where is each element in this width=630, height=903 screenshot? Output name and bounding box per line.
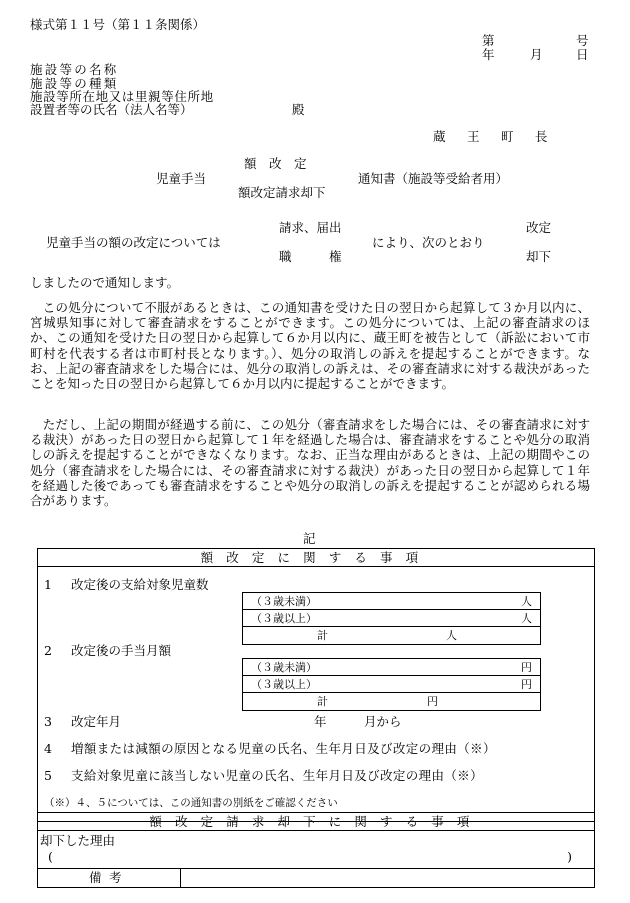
title-prefix: 児童手当 <box>156 171 207 186</box>
addressee-honorific: 殿 <box>292 102 305 117</box>
appeal-paragraph-2: ただし、上記の期間が経過する前に、この処分（審査請求をした場合には、その審査請求に対する裁決）があった日の翌日から起算して１年を経過した場合は、審査請求をすることや処分の取消しの訴えを提起することができなくなります。なお、正当な理由があるときは、上記の期間やこの処分（審査請求をした場合には、その審査請求に対する裁決）があった日の翌日から起算して１年を経過した後であっても審査請求をすることや処分の取消しの訴えを提起することが認められる場合があります。 <box>30 417 590 509</box>
number-go: 号 <box>576 33 589 48</box>
intro-option-revise: 改定 <box>526 220 552 235</box>
item3-no: 3 <box>44 714 52 729</box>
unit-yen: 円 <box>427 695 438 708</box>
rejection-reason-row <box>38 831 594 869</box>
rejection-details-header: 額改定請求却下に関する事項 <box>38 813 594 831</box>
item5-label: 支給対象児童に該当しない児童の氏名、生年月日及び改定の理由（※） <box>71 768 484 783</box>
item1-no: 1 <box>44 577 52 592</box>
total-label: 計 <box>317 629 328 642</box>
addressee-address: 施設等所在地又は里親等住所地 <box>30 89 214 104</box>
amount-total <box>243 693 540 710</box>
addressee-facility-type: 施設等の種類 <box>30 76 119 91</box>
rejection-reason-label: 却下した理由 <box>40 833 116 848</box>
intro-lead: 児童手当の額の改定については <box>46 235 221 250</box>
title-option-rejection: 額改定請求却下 <box>238 185 326 200</box>
item3-label: 改定年月 <box>71 714 122 729</box>
form-number: 様式第１１号（第１１条関係） <box>30 17 206 32</box>
under3-label: （３歳未満） <box>251 595 317 608</box>
child-count-over3 <box>243 610 540 627</box>
intro-option-authority: 職 権 <box>279 249 342 264</box>
addressee-facility-name: 施設等の名称 <box>30 62 119 77</box>
ki-label: 記 <box>303 531 316 546</box>
item1-label: 改定後の支給対象児童数 <box>71 577 209 592</box>
item2-no: 2 <box>44 643 52 658</box>
item4-no: 4 <box>44 741 52 756</box>
amount-over3 <box>243 676 540 693</box>
rejection-details-table <box>37 812 595 888</box>
intro-option-request: 請求、届出 <box>279 220 342 235</box>
item5-no: 5 <box>44 768 52 783</box>
intro-option-reject: 却下 <box>526 249 552 264</box>
item4-label: 増額または減額の原因となる児童の氏名、生年月日及び改定の理由（※） <box>71 741 496 756</box>
over3-label: （３歳以上） <box>251 612 317 625</box>
paren-open: ( <box>48 849 53 864</box>
amount-under3 <box>243 659 540 676</box>
date-year: 年 <box>482 47 495 62</box>
revision-details-header: 額改定に関する事項 <box>38 549 594 567</box>
revision-year: 年 <box>314 714 327 729</box>
date-month: 月 <box>530 47 543 62</box>
appeal-paragraph-1: この処分について不服があるときは、この通知書を受けた日の翌日から起算して３か月以内に、宮城県知事に対して審査請求をすることができます。この処分については、上記の審査請求のほか、この通知を受けた日の翌日から起算して６か月以内に、蔵王町を被告として（訴訟において市町村を代表する者は市町村長となります。）、処分の取消しの訴えを提起することができます。なお、上記の審査請求をした場合には、処分の取消しの訴えは、その審査請求に対する裁決があったことを知った日の翌日から起算して６か月以内に提起することができます。 <box>30 300 590 392</box>
child-count-under3 <box>243 593 540 610</box>
intro-middle: により、次のとおり <box>372 235 485 250</box>
note: （※）４、５については、この通知書の別紙をご確認ください <box>44 797 338 809</box>
child-count-box <box>242 592 541 645</box>
monthly-amount-box <box>242 658 541 711</box>
intro-tail: しましたので通知します。 <box>30 275 180 290</box>
unit-yen: 円 <box>521 678 532 691</box>
number-dai: 第 <box>482 33 495 48</box>
remarks-row <box>38 869 594 887</box>
remarks-label-cell <box>38 869 181 887</box>
revision-month: 月から <box>364 714 402 729</box>
remarks-label: 備考 <box>88 870 129 885</box>
over3-label: （３歳以上） <box>251 678 317 691</box>
addressee-owner: 設置者等の氏名（法人名等） <box>30 102 193 117</box>
title-suffix: 通知書（施設等受給者用） <box>358 171 509 186</box>
revision-details-table <box>37 548 595 822</box>
date-day: 日 <box>576 47 589 62</box>
item2-label: 改定後の手当月額 <box>71 643 172 658</box>
unit-person: 人 <box>521 612 532 625</box>
unit-yen: 円 <box>521 661 532 674</box>
child-count-total <box>243 627 540 644</box>
paren-close: ) <box>567 849 572 864</box>
total-label: 計 <box>317 695 328 708</box>
unit-person: 人 <box>446 629 457 642</box>
title-option-revision: 額 改 定 <box>244 156 307 171</box>
under3-label: （３歳未満） <box>251 661 317 674</box>
issuer: 蔵 王 町 長 <box>433 129 557 144</box>
unit-person: 人 <box>521 595 532 608</box>
